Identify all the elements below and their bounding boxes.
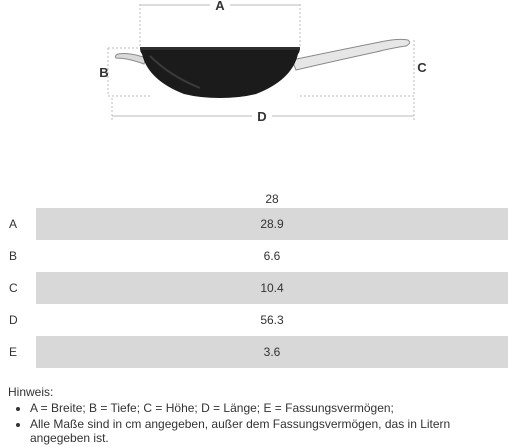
dimension-label-c: C (417, 60, 427, 75)
notes-list (8, 401, 498, 445)
dimension-label-b: B (99, 65, 109, 80)
notes-title: Hinweis: (8, 385, 54, 399)
row-value: 10.4 (36, 272, 508, 304)
wok-dimension-diagram (0, 0, 508, 140)
row-label: C (9, 281, 18, 295)
left-handle (115, 54, 146, 65)
row-label: E (9, 345, 18, 359)
notes-section (8, 385, 498, 447)
table-row (0, 336, 508, 368)
table-row (0, 304, 508, 336)
table-row (0, 208, 508, 240)
size-column-header: 28 (265, 192, 279, 206)
dimension-label-a: A (215, 0, 225, 13)
row-value: 28.9 (36, 208, 508, 240)
row-value: 3.6 (36, 336, 508, 368)
notes-item: • Alle Maße sind in cm angegeben, außer dem Fassungsvermögen, das in Litern angegeben ist. (30, 417, 498, 445)
row-value: 56.3 (260, 313, 284, 327)
table-row (0, 272, 508, 304)
row-label: D (9, 313, 18, 327)
row-value: 6.6 (263, 249, 281, 263)
dimension-label-d: D (257, 109, 267, 124)
notes-item: • A = Breite; B = Tiefe; C = Höhe; D = Länge; E = Fassungsvermögen; (30, 401, 498, 415)
table-row (0, 240, 508, 272)
right-handle (292, 39, 410, 70)
pan-body (140, 47, 300, 98)
row-label: A (9, 217, 18, 231)
row-label: B (9, 249, 18, 263)
